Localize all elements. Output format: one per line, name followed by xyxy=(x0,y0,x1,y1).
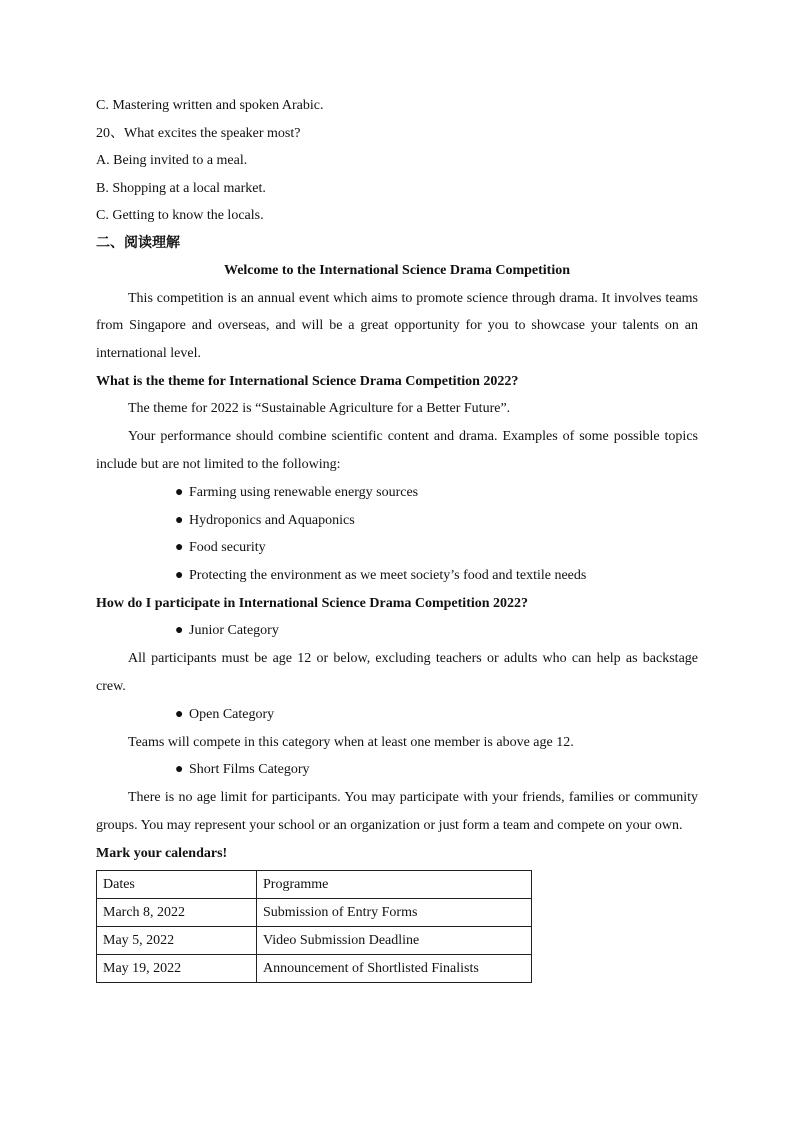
q19-option-c: C. Mastering written and spoken Arabic. xyxy=(96,98,324,113)
category-open xyxy=(96,701,698,729)
table-row xyxy=(97,899,532,927)
document-page xyxy=(96,92,698,983)
q20-option-a: A. Being invited to a meal. xyxy=(96,153,248,168)
table-header-programme: Programme xyxy=(257,871,532,899)
theme-heading: What is the theme for International Science Drama Competition 2022? xyxy=(96,373,519,389)
topic-item-label: Protecting the environment as we meet society’s food and textile needs xyxy=(189,568,587,584)
films-paragraph: There is no age limit for participants. You may participate with your friends, families or community groups. You may represent your school or an organization or just form a team and compete on your own. xyxy=(96,790,698,834)
theme-paragraph: The theme for 2022 is “Sustainable Agriculture for a Better Future”. xyxy=(128,401,511,417)
bullet-icon: ● xyxy=(175,706,184,722)
topic-item xyxy=(96,562,698,590)
article-title: Welcome to the International Science Drama Competition xyxy=(223,263,571,278)
table-cell-date: May 5, 2022 xyxy=(97,927,257,955)
topic-item xyxy=(96,479,698,507)
table-row xyxy=(97,927,532,955)
category-junior xyxy=(96,617,698,645)
topic-item-label: Farming using renewable energy sources xyxy=(189,484,419,500)
table-cell-programme: Video Submission Deadline xyxy=(257,927,532,955)
intro-paragraph: This competition is an annual event which aims to promote science through drama. It involves teams from Singapore and overseas, and will be a great opportunity for you to showcase your talents on an international level. xyxy=(96,290,698,362)
table-header-dates: Dates xyxy=(97,871,257,899)
table-cell-programme: Submission of Entry Forms xyxy=(257,899,532,927)
bullet-icon: ● xyxy=(175,484,184,500)
schedule-table xyxy=(96,870,532,983)
bullet-icon: ● xyxy=(175,623,184,639)
category-films xyxy=(96,756,698,784)
table-cell-programme: Announcement of Shortlisted Finalists xyxy=(257,955,532,983)
topic-item-label: Food security xyxy=(189,540,266,556)
table-cell-date: March 8, 2022 xyxy=(97,899,257,927)
topic-item xyxy=(96,534,698,562)
q20-option-c: C. Getting to know the locals. xyxy=(96,208,264,223)
performance-paragraph: Your performance should combine scientific content and drama. Examples of some possible topics include but are not limited to the following: xyxy=(96,429,698,472)
bullet-icon: ● xyxy=(175,568,184,584)
category-junior-label: Junior Category xyxy=(189,623,279,639)
bullet-icon: ● xyxy=(175,512,184,528)
q20-stem: 20、What excites the speaker most? xyxy=(96,125,301,141)
table-header-row xyxy=(97,871,532,899)
calendar-heading: Mark your calendars! xyxy=(96,845,228,861)
topic-item-label: Hydroponics and Aquaponics xyxy=(189,512,355,528)
open-paragraph: Teams will compete in this category when at least one member is above age 12. xyxy=(128,734,574,750)
section-heading: 二、阅读理解 xyxy=(96,234,180,251)
junior-paragraph: All participants must be age 12 or below, excluding teachers or adults who can help as backstage crew. xyxy=(96,651,698,695)
category-open-label: Open Category xyxy=(189,706,275,722)
table-cell-date: May 19, 2022 xyxy=(97,955,257,983)
table-row xyxy=(97,955,532,983)
q20-option-b: B. Shopping at a local market. xyxy=(96,180,266,196)
category-films-label: Short Films Category xyxy=(189,762,310,778)
bullet-icon: ● xyxy=(175,540,184,556)
participate-heading: How do I participate in International Science Drama Competition 2022? xyxy=(96,595,529,611)
topic-item xyxy=(96,507,698,535)
bullet-icon: ● xyxy=(175,762,184,778)
